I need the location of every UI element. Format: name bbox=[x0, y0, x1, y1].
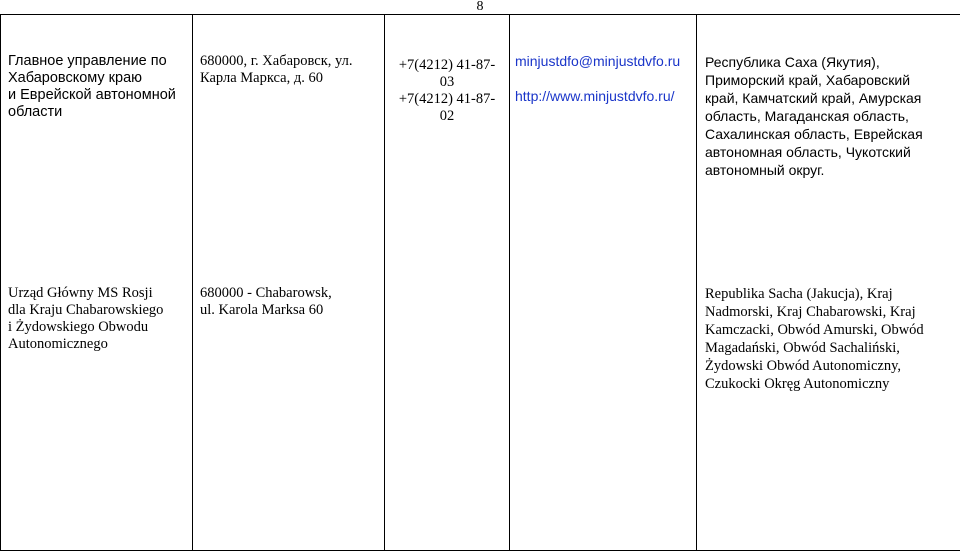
column-divider bbox=[696, 14, 697, 551]
phone-numbers: +7(4212) 41-87- 03 +7(4212) 41-87- 02 bbox=[398, 57, 496, 124]
table-bottom-border bbox=[0, 550, 960, 551]
column-divider bbox=[192, 14, 193, 551]
territory-ru: Республика Саха (Якутия), Приморский край, Хабаровский край, Камчатский край, Амурская область, Магаданская область, Сахалинская область, Еврейская автономная область, Чукотский автономный округ. bbox=[705, 54, 923, 178]
territory-pl: Republika Sacha (Jakucja), Kraj Nadmorski, Kraj Chabarowski, Kraj Kamczacki, Obwód Amurski, Obwód Magadański, Obwód Sachaliński, Żydowski Obwód Autonomiczny, Czukocki Okręg Autonomiczny bbox=[705, 286, 924, 392]
authority-name-pl: Urząd Główny MS Rosji dla Kraju Chabarowskiego i Żydowskiego Obwodu Autonomicznego bbox=[8, 285, 164, 352]
column-divider bbox=[509, 14, 510, 551]
website-link[interactable]: http://www.minjustdvfo.ru/ bbox=[515, 88, 675, 104]
page-number: 8 bbox=[476, 0, 484, 14]
email-link[interactable]: minjustdfo@minjustdvfo.ru bbox=[515, 53, 681, 69]
column-divider bbox=[384, 14, 385, 551]
address-pl: 680000 - Chabarowsk, ul. Karola Marksa 60 bbox=[200, 285, 332, 318]
column-divider bbox=[0, 14, 1, 551]
address-ru: 680000, г. Хабаровск, ул. Карла Маркса, д. 60 bbox=[200, 53, 353, 86]
authority-name-ru: Главное управление по Хабаровскому краю и Еврейской автономной области bbox=[8, 53, 176, 120]
table-top-border bbox=[0, 14, 960, 15]
